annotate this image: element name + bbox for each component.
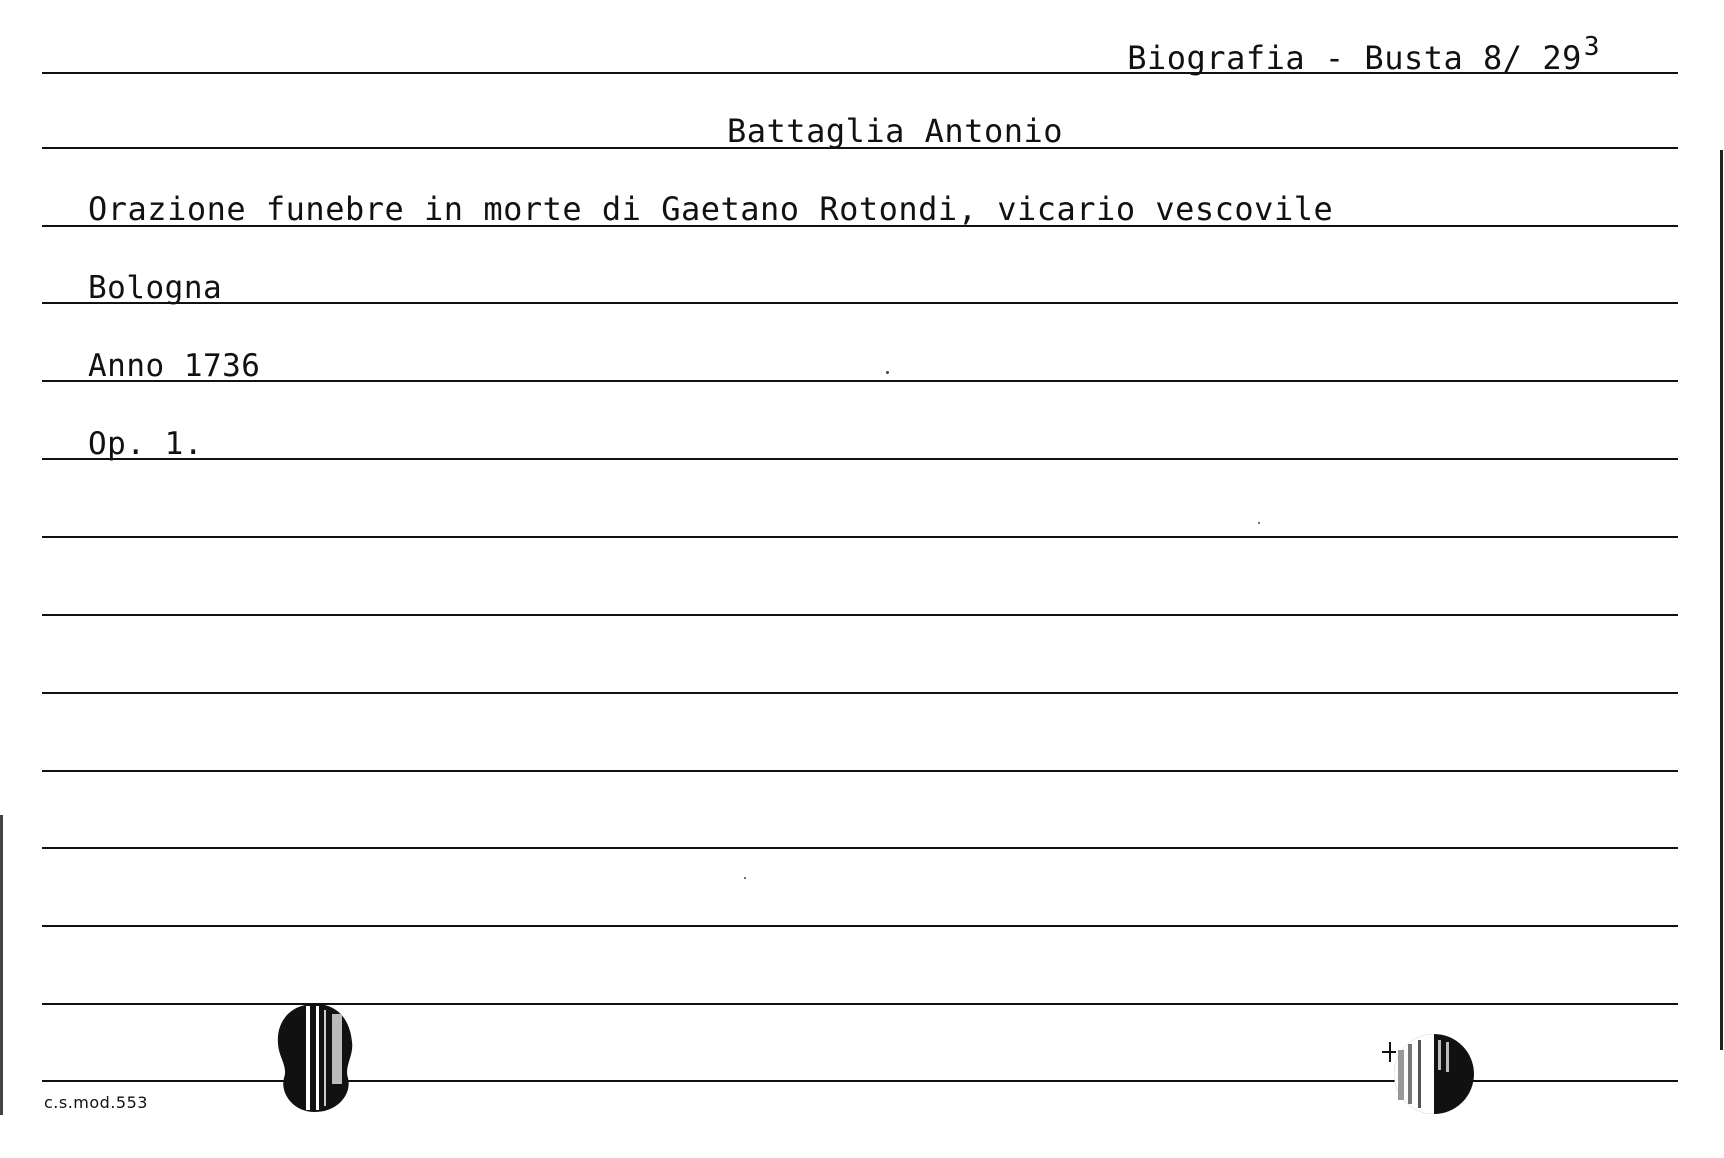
ruled-line — [42, 536, 1678, 538]
reference-superscript: 3 — [1583, 32, 1600, 62]
opus-number: Op. 1. — [88, 426, 203, 462]
author-name: Battaglia Antonio — [727, 112, 1064, 150]
scan-speck — [886, 371, 889, 374]
form-code: c.s.mod.553 — [44, 1093, 148, 1112]
ruled-line — [42, 380, 1678, 382]
ruled-line — [42, 925, 1678, 927]
ruled-line — [42, 302, 1678, 304]
reference-text: Biografia - Busta 8/ 29 — [1127, 39, 1582, 77]
ruled-line — [42, 458, 1678, 460]
ruled-line — [42, 614, 1678, 616]
ruled-line — [42, 692, 1678, 694]
punch-hole-right-icon — [1378, 1032, 1482, 1116]
scan-speck — [1258, 522, 1260, 524]
ruled-line — [42, 847, 1678, 849]
publication-year: Anno 1736 — [88, 348, 261, 384]
scan-speck — [744, 877, 746, 879]
ruled-line — [42, 770, 1678, 772]
archive-reference — [1127, 32, 1600, 77]
punch-hole-left-icon — [270, 1000, 360, 1116]
publication-place: Bologna — [88, 270, 223, 306]
work-title: Orazione funebre in morte di Gaetano Rotondi, vicario vescovile — [88, 190, 1334, 228]
card-edge-left — [0, 815, 3, 1115]
card-edge-right — [1720, 150, 1723, 1050]
